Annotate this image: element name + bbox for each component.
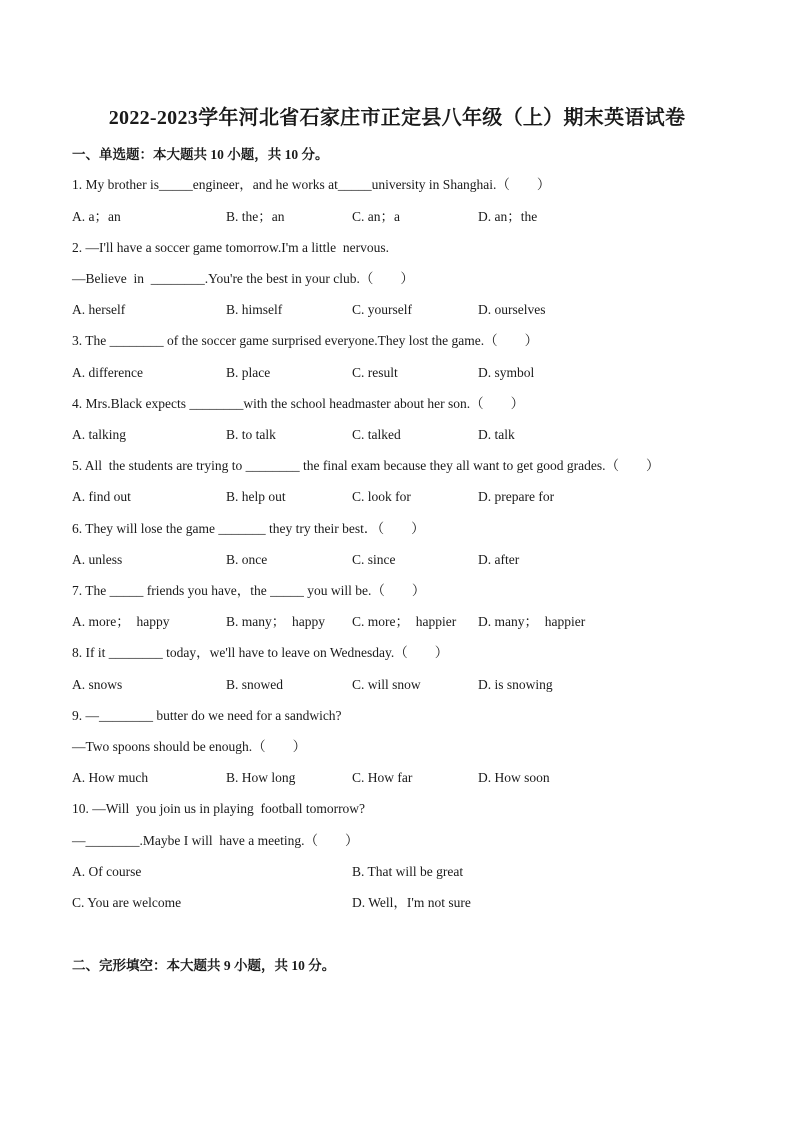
section-heading-1: 一、单选题：本大题共 10 小题，共 10 分。: [72, 147, 329, 162]
question-9-option-c: C. How far: [352, 770, 413, 785]
question-7-option-c: C. more； happier: [352, 614, 457, 629]
question-8-option-b: B. snowed: [226, 677, 283, 692]
question-1-option-b: B. the；an: [226, 209, 285, 224]
question-3-option-c: C. result: [352, 365, 398, 380]
question-9-option-a: A. How much: [72, 770, 149, 785]
question-3-stem: 3. The ________ of the soccer game surprised everyone.They lost the game.（ ）: [72, 333, 539, 348]
question-4-option-b: B. to talk: [226, 427, 276, 442]
question-9-stem: 9. —________ butter do we need for a sandwich?: [72, 708, 342, 723]
question-3-option-a: A. difference: [72, 365, 143, 380]
question-8-option-d: D. is snowing: [478, 677, 553, 692]
question-9-option-b: B. How long: [226, 770, 296, 785]
question-10-option-c: C. You are welcome: [72, 895, 182, 910]
question-5-option-c: C. look for: [352, 489, 411, 504]
question-6-option-a: A. unless: [72, 552, 123, 567]
question-2-stem-line-2: —Believe in ________.You're the best in your club.（ ）: [72, 271, 414, 286]
section-heading-2: 二、完形填空：本大题共 9 小题，共 10 分。: [72, 958, 336, 973]
page-title: 2022-2023学年河北省石家庄市正定县八年级（上）期末英语试卷: [108, 107, 686, 129]
question-7-option-a: A. more； happy: [72, 614, 170, 629]
question-5-option-a: A. find out: [72, 489, 131, 504]
question-1-stem: 1. My brother is_____engineer，and he works at_____university in Shanghai.（ ）: [72, 177, 551, 192]
question-9-option-d: D. How soon: [478, 770, 550, 785]
question-3-option-d: D. symbol: [478, 365, 535, 380]
question-10-option-a: A. Of course: [72, 864, 142, 879]
question-7-option-d: D. many； happier: [478, 614, 586, 629]
question-8-stem: 8. If it ________ today，we'll have to leave on Wednesday.（ ）: [72, 645, 449, 660]
question-8-option-a: A. snows: [72, 677, 123, 692]
question-7-option-b: B. many； happy: [226, 614, 325, 629]
question-5-stem: 5. All the students are trying to ________ the final exam because they all want to get good grades.（ ）: [72, 458, 660, 473]
question-10-stem-line-2: —________.Maybe I will have a meeting.（ ）: [72, 833, 359, 848]
question-1-option-d: D. an；the: [478, 209, 538, 224]
question-9-stem-line-2: —Two spoons should be enough.（ ）: [72, 739, 307, 754]
question-4-stem: 4. Mrs.Black expects ________with the school headmaster about her son.（ ）: [72, 396, 525, 411]
question-2-option-a: A. herself: [72, 302, 126, 317]
question-4-option-c: C. talked: [352, 427, 401, 442]
question-6-option-c: C. since: [352, 552, 396, 567]
question-10-option-b: B. That will be great: [352, 864, 464, 879]
question-6-stem: 6. They will lose the game _______ they try their best．（ ）: [72, 521, 425, 536]
question-10-stem: 10. —Will you join us in playing football tomorrow?: [72, 801, 366, 816]
question-2-stem: 2. —I'll have a soccer game tomorrow.I'm a little nervous.: [72, 240, 390, 255]
question-1-option-c: C. an；a: [352, 209, 400, 224]
question-4-option-d: D. talk: [478, 427, 515, 442]
question-2-option-c: C. yourself: [352, 302, 412, 317]
question-5-option-d: D. prepare for: [478, 489, 555, 504]
question-5-option-b: B. help out: [226, 489, 286, 504]
question-2-option-d: D. ourselves: [478, 302, 546, 317]
question-3-option-b: B. place: [226, 365, 271, 380]
question-6-option-b: B. once: [226, 552, 268, 567]
question-2-option-b: B. himself: [226, 302, 283, 317]
question-7-stem: 7. The _____ friends you have，the _____ you will be.（ ）: [72, 583, 426, 598]
question-4-option-a: A. talking: [72, 427, 126, 442]
question-10-option-d: D. Well，I'm not sure: [352, 895, 471, 910]
question-1-option-a: A. a；an: [72, 209, 121, 224]
question-6-option-d: D. after: [478, 552, 520, 567]
question-8-option-c: C. will snow: [352, 677, 421, 692]
